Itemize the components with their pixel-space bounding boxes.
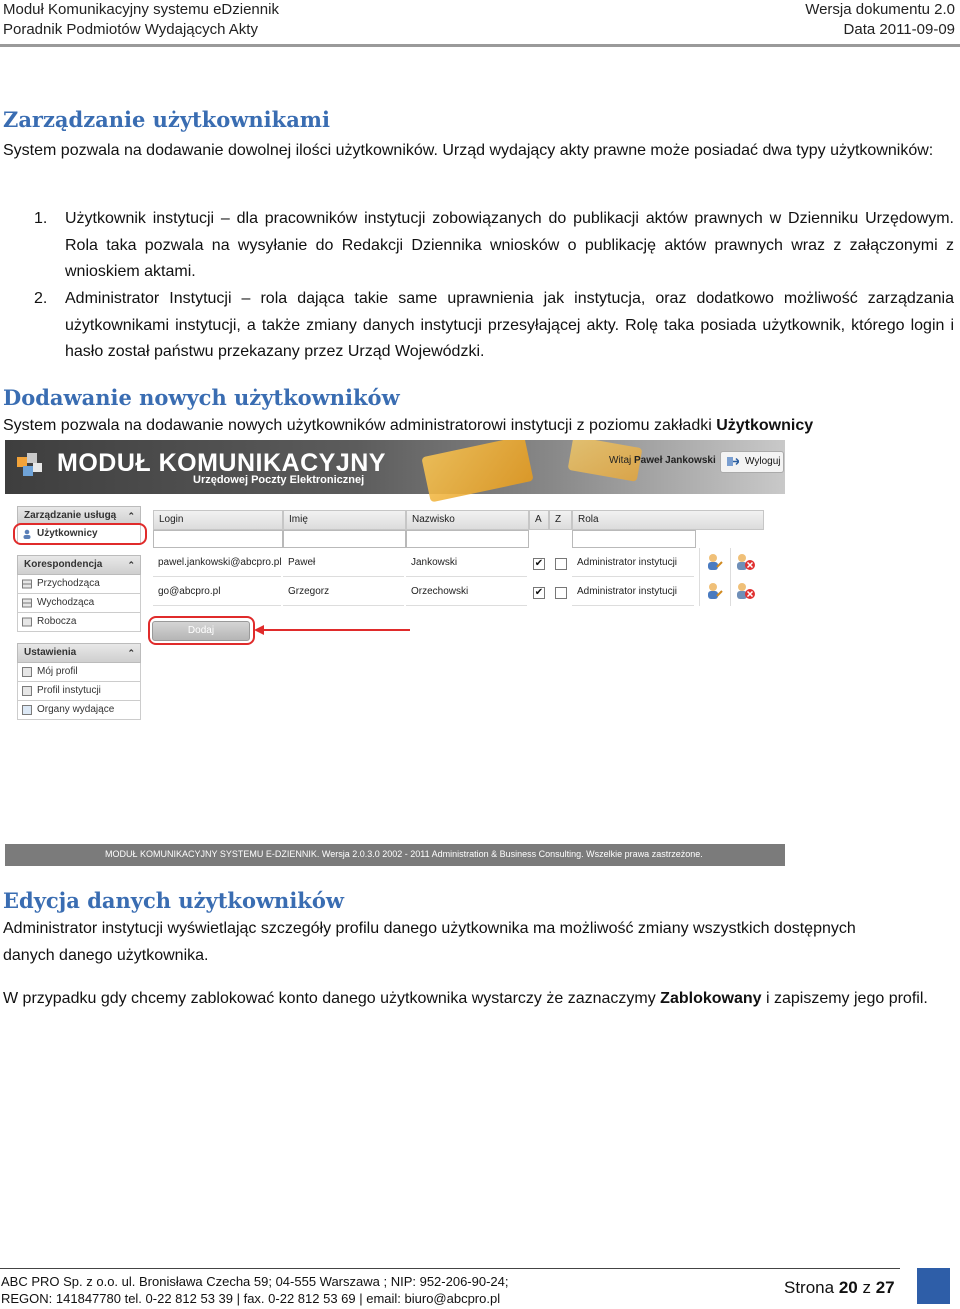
column-header-a[interactable] [529,510,549,530]
table-row [153,579,281,606]
column-header-rola[interactable] [572,510,764,530]
app-banner [5,440,785,494]
chevron-up-icon: ⌃ [127,648,135,658]
header-left-line2: Poradnik Podmiotów Wydających Akty [3,21,258,38]
table-cell [572,579,694,606]
list-number: 1. [34,210,48,227]
section3-p1: Administrator instytucji wyświetlając szczegóły profilu danego użytkownika ma możliwość zmiany wszystkich dostępnych danych danego użytkownika. [3,920,856,964]
header-right-line1: Wersja dokumentu 2.0 [805,1,955,18]
sidebar-item-profil-instytucji[interactable] [17,682,141,701]
filter-login-input[interactable] [153,530,283,548]
greeting [609,455,716,466]
chevron-up-icon: ⌃ [127,560,135,570]
cell-nazwisko: Jankowski [411,557,458,568]
delete-user-icon[interactable] [734,553,756,571]
section-title-dodawanie: Dodawanie nowych użytkowników [3,385,400,410]
cell-imie: Paweł [288,557,316,568]
page-mid: z [862,1278,871,1297]
arrow-left-icon [252,624,412,636]
list-text: Administrator Instytucji – rola dająca takie same uprawnienia jak instytucja, oraz dodatkowo możliwość zarządzania użytkownikami instytucji, a także zmiany danych instytucji przesyłającej akty. Rolę taka posiada użytkownik, którego login i hasło został państwu przekazany przez Urząd Wojewódzki. [65,290,954,360]
sidebar-item-robocza[interactable] [17,613,141,632]
delete-user-icon[interactable] [734,582,756,600]
header-rule [0,44,960,47]
table-cell [283,550,404,577]
checkbox-blocked[interactable] [555,558,567,570]
filter-nazwisko-input[interactable] [406,530,529,548]
profile-icon [22,667,32,677]
page-current: 20 [838,1278,858,1297]
sidebar-item-organy-wydajace[interactable] [17,701,141,720]
sidebar-group-ustawienia[interactable] [17,643,141,663]
institution-icon [22,686,32,696]
sidebar-item-label: Organy wydające [37,704,115,715]
cell-rola: Administrator instytucji [577,586,678,597]
filter-imie-input[interactable] [283,530,406,548]
column-header-imie[interactable] [283,510,406,530]
app-logo-icon [15,451,45,481]
sidebar-item-label: Użytkownicy [37,528,98,539]
sidebar-item-label: Mój profil [37,666,78,677]
header-left-line1: Moduł Komunikacyjny systemu eDziennik [3,1,279,18]
list-text: Użytkownik instytucji – dla pracowników instytucji zobowiązanych do publikacji aktów prawnych w Dzienniku Urzędowym. Rola taka pozwala na wysyłanie do Redakcji Dziennika wniosków o publikację aktów prawnych wraz z załączonymi z wnioskiem aktami. [65,210,954,280]
footer-accent-block [917,1268,950,1304]
column-label: Login [159,514,184,525]
highlight-add [148,616,255,645]
list-item [34,206,954,286]
table-row [153,550,281,577]
inbox-icon [22,579,32,589]
section-title-edycja: Edycja danych użytkowników [3,888,344,913]
outbox-icon [22,598,32,608]
checkbox-admin[interactable]: ✔ [534,558,544,569]
sidebar-item-wychodzaca[interactable] [17,594,141,613]
column-label: A [535,514,542,525]
logout-label: Wyloguj [745,456,781,467]
table-cell [572,550,694,577]
table-cell [406,579,527,606]
section1-intro: System pozwala na dodawanie dowolnej ilości użytkowników. Urząd wydający akty prawne może posiadać dwa typy użytkowników: [3,142,934,159]
draft-icon [22,617,32,627]
section2-text-bold: Użytkownicy [716,417,814,434]
header-right-line2: Data 2011-09-09 [843,21,955,38]
app-footer [5,844,785,866]
column-header-nazwisko[interactable] [406,510,529,530]
banner-title: MODUŁ KOMUNIKACYJNY [57,449,386,477]
cell-imie: Grzegorz [288,586,330,597]
cell-login: go@abcpro.pl [158,586,221,597]
column-label: Rola [578,514,599,525]
section3-p2-before: W przypadku gdy chcemy zablokować konto danego użytkownika wystarczy że zaznaczymy [3,990,661,1007]
footer-line1: ABC PRO Sp. z o.o. ul. Bronisława Czecha 59; 04-555 Warszawa ; NIP: 952-206-90-24; [1,1274,509,1289]
add-user-button[interactable]: Dodaj [152,621,250,641]
column-label: Z [555,514,562,525]
cell-nazwisko: Orzechowski [411,586,469,597]
logout-icon [727,456,739,467]
column-divider [730,548,731,606]
section2-text [3,412,955,439]
page-prefix: Strona [784,1278,835,1297]
sidebar-group-korespondencja[interactable] [17,555,141,575]
list-item [34,286,954,366]
sidebar-item-moj-profil[interactable] [17,663,141,682]
sidebar-group-label: Zarządzanie usługą [24,510,117,521]
banner-subtitle: Urzędowej Poczty Elektronicznej [193,474,365,486]
section3-p2 [3,985,953,1012]
app-footer-text: MODUŁ KOMUNIKACYJNY SYSTEMU E-DZIENNIK. Wersja 2.0.3.0 2002 - 2011 Administration & Business Consulting. Wszelkie prawa zastrzeżone. [105,849,703,859]
filter-rola-input[interactable] [572,530,696,548]
greeting-prefix: Witaj [609,455,632,466]
sidebar-group-label: Korespondencja [24,559,103,570]
column-header-login[interactable] [153,510,283,530]
checkbox-blocked[interactable] [555,587,567,599]
highlight-users [13,523,147,545]
app-screenshot [5,440,785,866]
footer-line2: REGON: 141847780 tel. 0-22 812 53 39 | fax. 0-22 812 53 69 | email: biuro@abcpro.pl [1,1291,501,1306]
cell-rola: Administrator instytucji [577,557,678,568]
sidebar-item-label: Przychodząca [37,578,100,589]
sidebar-item-label: Robocza [37,616,77,627]
table-cell [283,579,404,606]
edit-user-icon[interactable] [705,582,723,600]
column-label: Nazwisko [412,514,455,525]
sidebar-group-label: Ustawienia [24,647,77,658]
section3-p2-bold: Zablokowany [660,990,762,1007]
edit-user-icon[interactable] [705,553,723,571]
sidebar-item-label: Profil instytucji [37,685,101,696]
organs-icon [22,705,32,715]
section-title-zarzadzanie: Zarządzanie użytkownikami [3,107,330,132]
table-cell [406,550,527,577]
page-total: 27 [875,1278,895,1297]
footer-rule [0,1268,900,1269]
sidebar-item-przychodzaca[interactable] [17,575,141,594]
section3-p2-after: i zapiszemy jego profil. [761,990,928,1007]
column-label: Imię [289,514,308,525]
chevron-up-icon: ⌃ [127,511,135,521]
column-divider [699,548,700,606]
column-header-z[interactable] [549,510,572,530]
checkbox-admin[interactable]: ✔ [534,587,544,598]
sidebar-item-label: Wychodząca [37,597,95,608]
greeting-name: Paweł Jankowski [634,455,716,466]
logout-button[interactable] [720,451,784,473]
envelope-icon [421,440,533,502]
page-number [784,1278,895,1298]
section2-text-plain: System pozwala na dodawanie nowych użytkowników administratorowi instytucji z poziomu zakładki [3,417,717,434]
list-number: 2. [34,290,48,307]
cell-login: pawel.jankowski@abcpro.pl [158,557,282,568]
